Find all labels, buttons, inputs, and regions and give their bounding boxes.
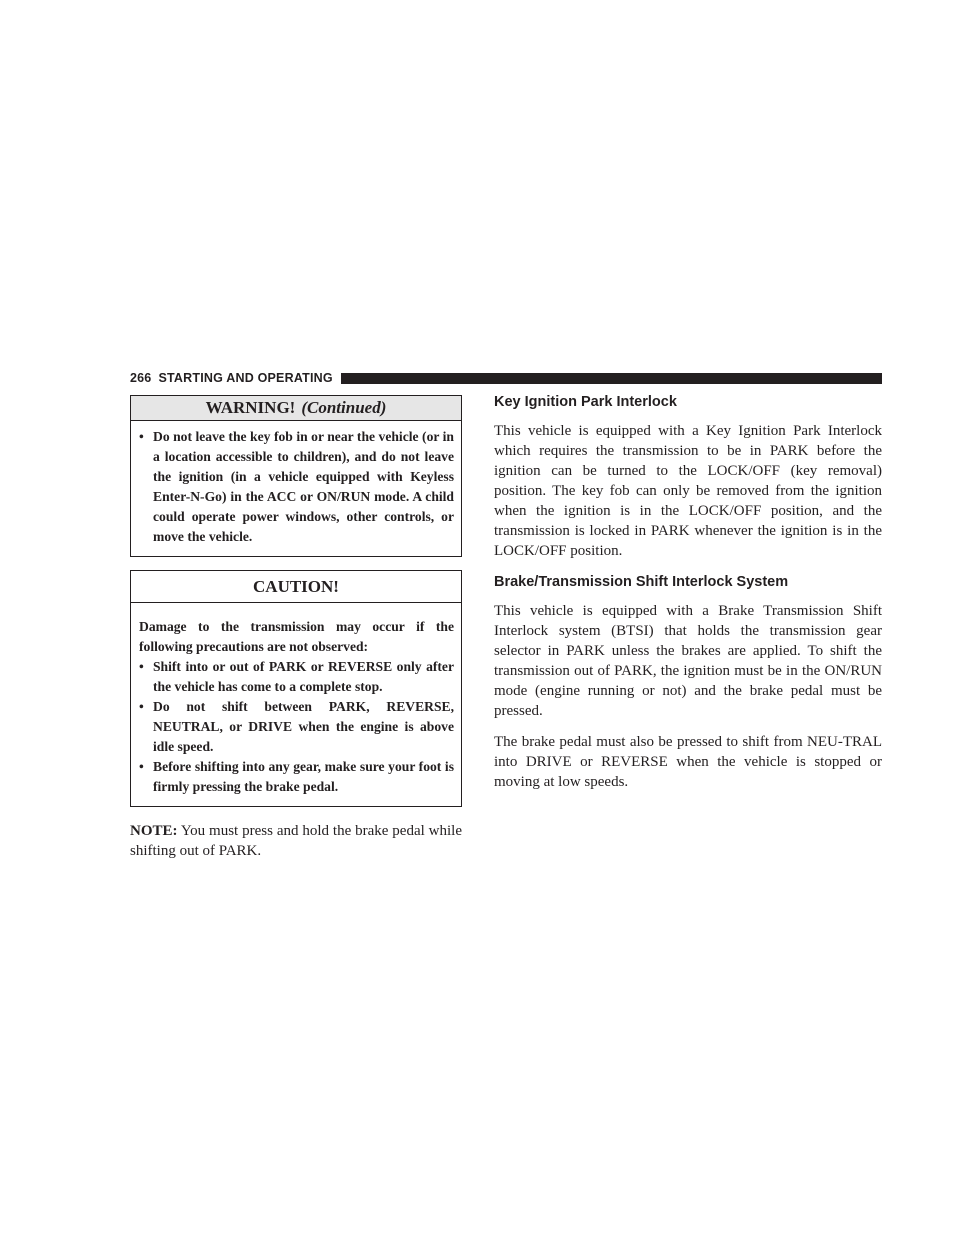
- caution-item: [139, 697, 454, 757]
- page-header: [130, 370, 882, 386]
- caution-body: [131, 603, 461, 806]
- bullet-icon: •: [139, 699, 144, 714]
- header-rule: [341, 373, 882, 384]
- bullet-icon: •: [139, 759, 144, 774]
- left-column: [130, 395, 462, 861]
- warning-subtitle: (Continued): [301, 398, 387, 417]
- warning-item-text: Do not leave the key fob in or near the vehicle (or in a location accessible to children), and do not leave the ignition (in a vehicle equipped with Keyless Enter-N-Go) in the ACC or ON/RUN mode. A child could operate power windows, other controls, or move the vehicle.: [153, 429, 454, 544]
- note-text: You must press and hold the brake pedal while shifting out of PARK.: [130, 823, 462, 859]
- section-heading-brake-transmission-shift-interlock: Brake/Transmission Shift Interlock System: [494, 574, 789, 590]
- page-number: 266: [130, 371, 152, 385]
- body-paragraph: The brake pedal must also be pressed to shift from NEU-TRAL into DRIVE or REVERSE when the vehicle is stopped or moving at low speeds.: [494, 734, 882, 790]
- caution-box: [130, 570, 462, 807]
- warning-body: [131, 421, 461, 556]
- bullet-icon: •: [139, 659, 144, 674]
- caution-item: [139, 657, 454, 697]
- caution-intro: Damage to the transmission may occur if the following precautions are not observed:: [139, 619, 454, 654]
- section-title: STARTING AND OPERATING: [158, 371, 333, 385]
- warning-title-bar: [131, 396, 461, 421]
- warning-box: [130, 395, 462, 557]
- note-label: NOTE:: [130, 823, 178, 839]
- warning-item: [139, 427, 454, 547]
- caution-item: [139, 757, 454, 797]
- caution-item-text: Shift into or out of PARK or REVERSE only after the vehicle has come to a complete stop.: [153, 659, 454, 694]
- right-column: [494, 392, 882, 792]
- caution-title: CAUTION!: [131, 571, 461, 603]
- caution-item-text: Before shifting into any gear, make sure your foot is firmly pressing the brake pedal.: [153, 759, 454, 794]
- warning-title: WARNING!: [205, 398, 296, 417]
- note-paragraph: [130, 821, 462, 861]
- bullet-icon: •: [139, 429, 144, 444]
- body-paragraph: This vehicle is equipped with a Brake Transmission Shift Interlock system (BTSI) that holds the transmission gear selector in PARK unless the brakes are applied. To shift the transmission out of PARK, the ignition must be in the ON/RUN mode (engine running or not) and the brake pedal must be pressed.: [494, 603, 882, 719]
- caution-item-text: Do not shift between PARK, REVERSE, NEUTRAL, or DRIVE when the engine is above idle speed.: [153, 699, 454, 754]
- section-heading-key-ignition-park-interlock: Key Ignition Park Interlock: [494, 394, 677, 410]
- body-paragraph: This vehicle is equipped with a Key Ignition Park Interlock which requires the transmission to be in PARK before the ignition can be turned to the LOCK/OFF (key removal) position. The key fob can only be removed from the ignition when the ignition is in the LOCK/OFF position, and the transmission is locked in PARK whenever the ignition is in the LOCK/OFF position.: [494, 423, 882, 559]
